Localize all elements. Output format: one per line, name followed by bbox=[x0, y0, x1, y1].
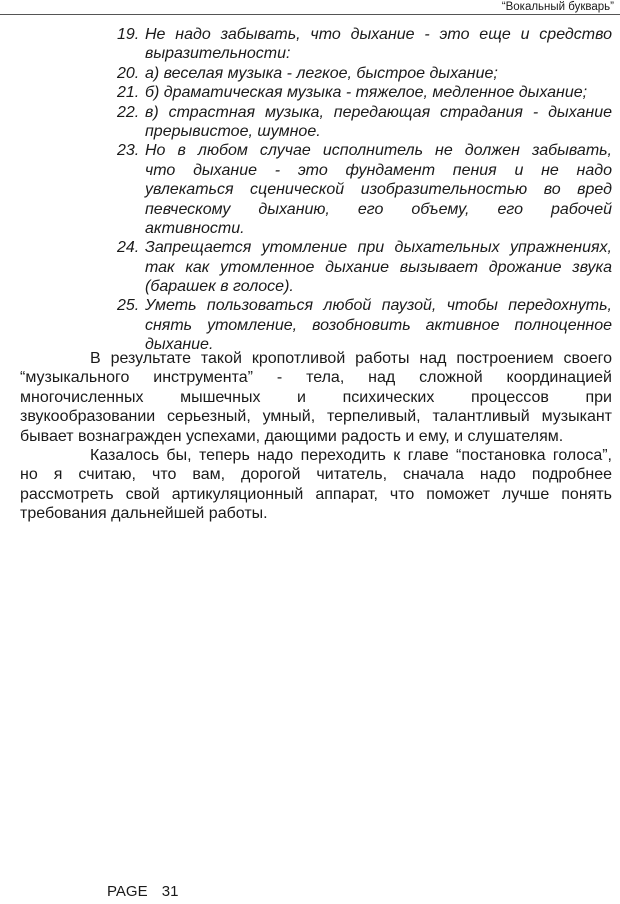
text-line: рассмотреть свой артикуляционный аппарат, что поможет лучше понять bbox=[20, 485, 612, 503]
list-item-number: 22. bbox=[117, 103, 140, 121]
list-item-number: 20. bbox=[117, 64, 140, 82]
list-item bbox=[117, 64, 612, 83]
list-item-number: 21. bbox=[117, 84, 140, 102]
page-footer bbox=[107, 883, 178, 900]
page-label: PAGE bbox=[107, 883, 148, 900]
text-line: что дыхание - это фундамент пения и не надо bbox=[145, 161, 612, 179]
text-line: выразительности: bbox=[145, 45, 291, 63]
list-item-text bbox=[145, 296, 612, 354]
list-item-number: 23. bbox=[117, 142, 140, 160]
text-line: Уметь пользоваться любой паузой, чтобы передохнуть, bbox=[145, 297, 612, 315]
list-item-number: 25. bbox=[117, 297, 140, 315]
header-rule bbox=[0, 14, 620, 15]
body-text bbox=[20, 349, 612, 524]
list-item-text bbox=[145, 83, 612, 102]
text-line: звукообразовании серьезный, умный, терпеливый, талантливый музыкант bbox=[20, 408, 612, 426]
list-item bbox=[117, 296, 612, 354]
text-line: (барашек в голосе). bbox=[145, 278, 294, 296]
text-line: “музыкального инструмента” - тела, над сложной координацией bbox=[20, 369, 612, 387]
text-line: Но в любом случае исполнитель не должен забывать, bbox=[145, 142, 612, 160]
text-line: активности. bbox=[145, 219, 245, 237]
text-line: так как утомленное дыхание вызывает дрожание звука bbox=[145, 258, 612, 276]
text-line: б) драматическая музыка - тяжелое, медленное дыхание; bbox=[145, 84, 588, 102]
list-item bbox=[117, 141, 612, 238]
text-line: в) страстная музыка, передающая страдания - дыхание bbox=[145, 103, 612, 121]
text-line: Запрещается утомление при дыхательных упражнениях, bbox=[145, 239, 612, 257]
list-item-text bbox=[145, 141, 612, 238]
text-line: певческому дыханию, его объему, его рабочей bbox=[145, 200, 612, 218]
text-line: увлекаться сценической изобразительностью во вред bbox=[145, 181, 612, 199]
text-line: дыхание. bbox=[145, 336, 214, 354]
paragraph bbox=[20, 446, 612, 524]
list-item bbox=[117, 238, 612, 296]
list-item bbox=[117, 83, 612, 102]
paragraph bbox=[20, 349, 612, 446]
running-header: “Вокальный букварь” bbox=[501, 1, 614, 13]
list-item-text bbox=[145, 25, 612, 64]
text-line: а) веселая музыка - легкое, быстрое дыхание; bbox=[145, 64, 498, 82]
page-number: 31 bbox=[161, 883, 179, 900]
text-line: Не надо забывать, что дыхание - это еще и средство bbox=[145, 26, 612, 43]
text-line: многочисленных мышечных и психических процессов при bbox=[20, 388, 612, 406]
text-line: В результате такой кропотливой работы над построением своего bbox=[90, 350, 612, 367]
text-line: бывает вознагражден успехами, дающими радость и ему, и слушателям. bbox=[20, 427, 564, 445]
text-line: Казалось бы, теперь надо переходить к главе “постановка голоса”, bbox=[90, 446, 612, 464]
list-item-number: 19. bbox=[117, 26, 140, 43]
text-line: прерывистое, шумное. bbox=[145, 122, 321, 140]
list-item bbox=[117, 25, 612, 64]
numbered-list bbox=[117, 25, 612, 355]
list-item-text bbox=[145, 64, 612, 83]
text-line: снять утомление, возобновить активное полноценное bbox=[145, 316, 612, 334]
text-line: требования дальнейшей работы. bbox=[20, 505, 268, 523]
list-item-text bbox=[145, 238, 612, 296]
list-item-text bbox=[145, 103, 612, 142]
list-item bbox=[117, 103, 612, 142]
text-line: но я считаю, что вам, дорогой читатель, сначала надо подробнее bbox=[20, 466, 612, 484]
list-item-number: 24. bbox=[117, 239, 140, 257]
